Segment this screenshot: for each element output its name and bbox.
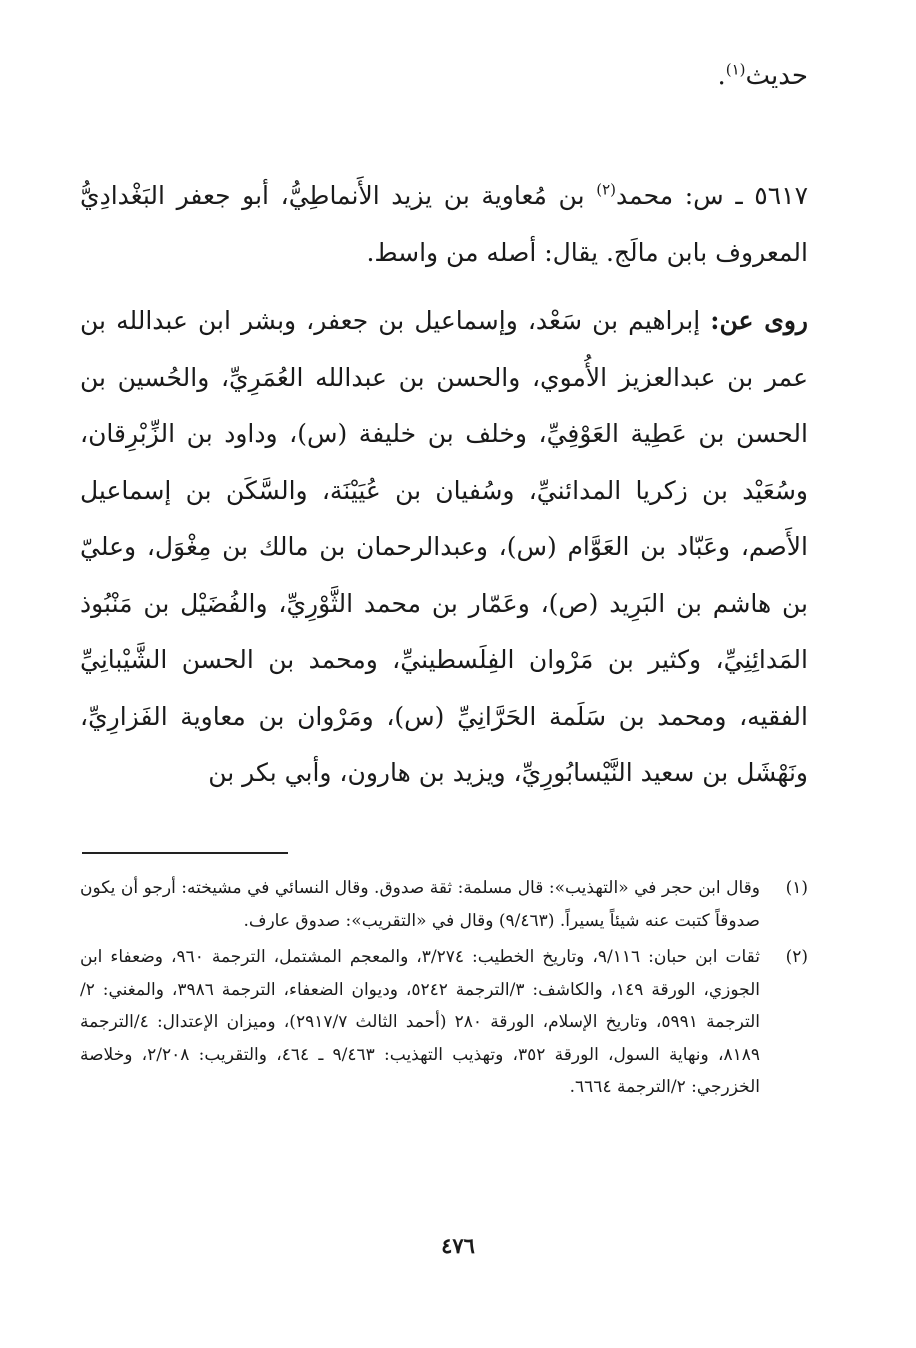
footnote-ref-1: (١): [725, 60, 746, 79]
footnote-text: وقال ابن حجر في «التهذيب»: قال مسلمة: ثقة صدوق. وقال النسائي في مشيخته: أرجو أن يكون صدوقاً كتبت عنه شيئاً يسيراً. (٩/٤٦٣) وقال في «التقريب»: صدوق عارف.: [80, 878, 760, 931]
continuation-text: حديث: [745, 61, 808, 91]
footnote-text: ثقات ابن حبان: ٩/١١٦، وتاريخ الخطيب: ٣/٢٧٤، والمعجم المشتمل، الترجمة ٩٦٠، وضعفاء ابن الجوزي، الورقة ١٤٩، والكاشف: ٣/الترجمة ٥٢٤٢، وديوان الضعفاء، الترجمة ٣٩٨٦، والمغني: ٢/الترجمة ٥٩٩١، وتاريخ الإسلام، الورقة ٢٨٠ (أحمد الثالث ٢٩١٧/٧)، وميزان الإعتدال: ٤/الترجمة ٨١٨٩، ونهاية السول، الورقة ٣٥٢، وتهذيب التهذيب: ٩/٤٦٣ ـ ٤٦٤، والتقريب: ٢/٢٠٨، وخلاصة الخزرجي: ٢/الترجمة ٦٦٦٤.: [80, 947, 761, 1097]
footnote-separator: [82, 852, 288, 854]
narrators-text: إبراهيم بن سَعْد، وإسماعيل بن جعفر، وبشر ابن عبدالله بن عمر بن عبدالعزيز الأُموي، والحسن بن عبدالله العُمَرِيِّ، والحُسين بن الحسن بن عَطِية العَوْفِيِّ، وخلف بن خليفة (س)، وداود بن الزِّبْرِقان، وسُعَيْد بن زكريا المدائنيِّ، وسُفيان بن عُيَيْنَة، والسَّكَن بن إسماعيل الأَصم، وعَبّاد بن العَوَّام (س)، وعبدالرحمان بن مالك بن مِغْوَل، وعليّ بن هاشم بن البَرِيد (ص)، وعَمّار بن محمد الثَّوْرِيِّ، والفُضَيْل بن مَنْبُوذ المَدائِنِيِّ، وكثير بن مَرْوان الفِلَسطينيِّ، ومحمد بن الحسن الشَّيْبانِيِّ الفقيه، ومحمد بن سَلَمة الحَرَّانِيِّ (س)، ومَرْوان بن معاوية الفَزارِيِّ، ونَهْشَل بن سعيد النَّيْسابُورِيِّ، ويزيد بن هارون، وأبي بكر بن: [80, 306, 808, 787]
narrators-paragraph: [80, 293, 808, 802]
footnote: [80, 872, 808, 937]
footnote-number: (١): [785, 878, 808, 898]
footnote-ref-2: (٢): [596, 180, 616, 199]
entry-heading: [80, 168, 808, 281]
continuation-end: .: [717, 61, 726, 91]
entry-number-and-name: ٥٦١٧ ـ س: محمد: [616, 181, 809, 210]
page-number: ٤٧٦: [441, 1233, 475, 1258]
entry-rest: بن مُعاوية بن يزيد الأَنماطِيُّ، أبو جعفر البَغْدادِيُّ المعروف بابن مالَج. يقال: أصله من واسط.: [80, 181, 808, 267]
footnote-number: (٢): [785, 947, 808, 967]
narrators-label: روى عن:: [710, 306, 809, 335]
footnote: [80, 941, 808, 1104]
footnotes: [80, 872, 808, 1108]
main-text: [80, 168, 808, 802]
continuation-line: [508, 56, 808, 96]
